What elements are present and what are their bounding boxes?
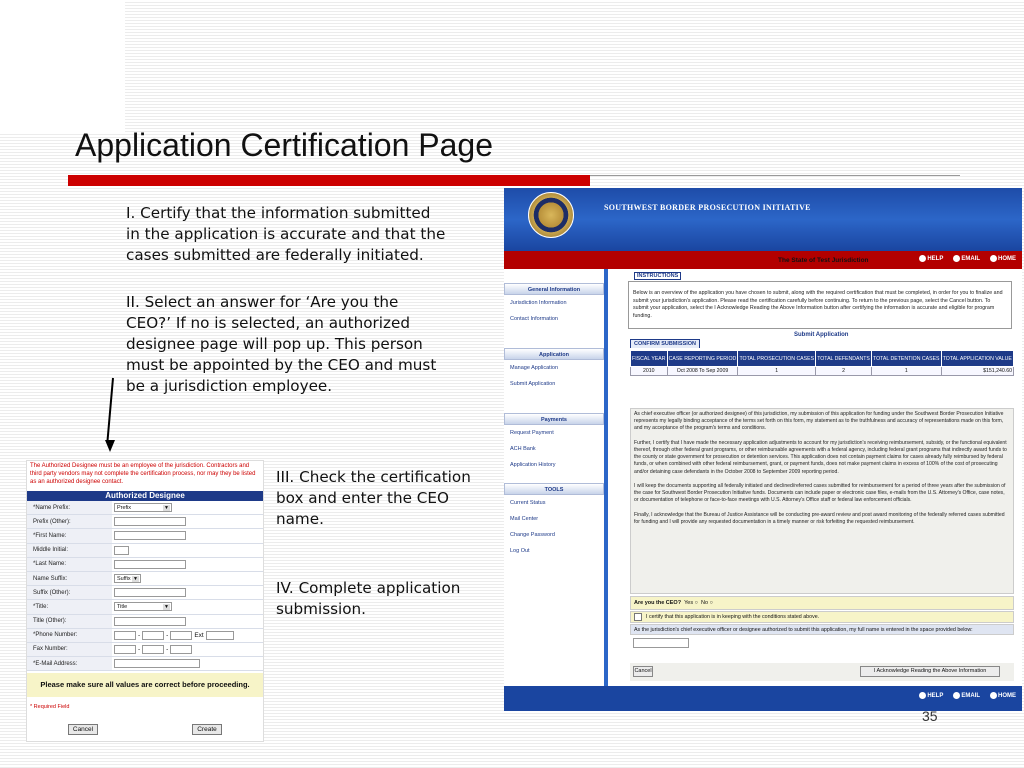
table-header-cell: FISCAL YEAR [631,351,668,367]
designee-select[interactable]: Title ▼ [114,602,172,611]
instructions-text: Below is an overview of the application you have chosen to submit, along with the required certification that must be completed, in order for you to finalize and submit your jurisdiction's application. Please read the certification carefully before continuing. To return to the previous page, select the Cancel button. To submit your application, select the I Acknowledge Reading the Above Information button after certifying the information is accurate and eligible for program funding. [633,290,1003,319]
sbpi-banner [504,188,1022,251]
designee-field-label: *Phone Number: [27,629,112,642]
designee-field-label: Fax Number: [27,643,112,656]
table-header-row [631,351,1014,367]
table-cell: 2 [816,367,872,376]
sidebar-item[interactable]: Log Out [510,548,530,554]
designee-note: The Authorized Designee must be an employee of the jurisdiction. Contractors and third party vendors may not complete the certification process, nor may they be listed as an authorized designee contact. [30,463,256,485]
sidebar-item[interactable]: ACH Bank [510,446,536,452]
designee-field-row [27,600,263,614]
page-number: 35 [922,708,938,724]
designee-field-row [27,558,263,572]
table-cell: 1 [871,367,941,376]
title-divider [590,175,960,176]
footer-nav-email[interactable]: EMAIL [953,692,980,699]
designee-field-label: Title (Other): [27,615,112,628]
sidebar-item[interactable]: Change Password [510,532,555,538]
designee-field-label: *Title: [27,600,112,613]
yes-radio[interactable]: ○ [694,600,698,606]
table-cell: $151,240.60 [941,367,1013,376]
sidebar-item[interactable]: Application History [510,462,556,468]
designee-cancel-button[interactable]: Cancel [68,724,98,735]
jurisdiction-name: The State of Test Jurisdiction [778,257,869,264]
designee-field-row [27,643,263,657]
submission-table [630,350,1014,376]
arrow-line [106,378,114,442]
designee-field-value [112,517,263,526]
designee-field-row [27,529,263,543]
nav-help[interactable]: HELP [919,255,943,262]
footer-nav-help[interactable]: HELP [919,692,943,699]
phone-prefix-input[interactable] [142,631,164,640]
designee-field-value [112,546,263,555]
phone-area-input[interactable] [114,645,136,654]
table-header-cell: TOTAL APPLICATION VALUE [941,351,1013,367]
yes-label: Yes [684,600,694,606]
arrow-head-icon [105,440,115,452]
table-header-cell: TOTAL DEFENDANTS [816,351,872,367]
designee-popup [26,460,264,742]
designee-input[interactable] [114,588,186,597]
table-header-cell: TOTAL DETENTION CASES [871,351,941,367]
table-row [631,367,1014,376]
phone-ext-input[interactable] [206,631,234,640]
designee-field-label: Suffix (Other): [27,586,112,599]
designee-field-value [112,588,263,597]
sbpi-footer [504,686,1022,711]
designee-input[interactable] [114,531,186,540]
designee-field-label: *First Name: [27,529,112,542]
doj-seal-icon [528,192,574,238]
designee-header: Authorized Designee [27,491,263,501]
ceo-question: Are you the CEO? [634,600,682,606]
no-radio[interactable]: ○ [709,600,713,606]
sidebar-group [504,283,604,327]
designee-field-row [27,586,263,600]
designee-field-row [27,501,263,515]
sidebar-item[interactable]: Current Status [510,500,546,506]
designee-field-label: *Name Prefix: [27,501,112,514]
bottom-nav [919,692,1016,699]
designee-field-value [112,560,263,569]
phone-line-input[interactable] [170,645,192,654]
sidebar-group-header: General Information [504,283,604,295]
instructions-box [628,281,1012,329]
bullet-3: III. Check the certification box and enter the CEO name. [276,468,471,528]
sidebar-group [504,348,604,392]
slide-title: Application Certification Page [75,127,494,163]
designee-field-value [112,503,263,512]
designee-select[interactable]: Prefix ▼ [114,503,172,512]
ceo-name-input[interactable] [633,638,689,648]
designee-field-label: Name Suffix: [27,572,112,585]
acknowledge-button[interactable]: I Acknowledge Reading the Above Information [860,666,1000,677]
designee-input[interactable] [114,659,200,668]
no-label: No [701,600,709,606]
required-note: * Required Field [30,704,70,711]
designee-field-label: *E-Mail Address: [27,657,112,670]
bullet-4: IV. Complete application submission. [276,579,461,618]
designee-field-value: - - [112,645,263,654]
submit-heading: Submit Application [794,332,849,338]
designee-field-row [27,572,263,586]
sbpi-title: SOUTHWEST BORDER PROSECUTION INITIATIVE [604,203,811,212]
top-nav [919,255,1016,262]
designee-field-row [27,615,263,629]
designee-field-label: Middle Initial: [27,544,112,557]
certification-text: As chief executive officer (or authorized designee) of this jurisdiction, my submission of this application for funding under the Southwest Border Prosecution Initiative represents my legally binding acceptance of the terms set forth on this form, my statement as to the truthfulness and accuracy of representations made on this form, and my acceptance of the program's terms and conditions. Further, I certify that I have made the necessary application adjustments to account for my jurisdiction's receiving reimbursement, subsidy, or the functional equivalent thereof, through other federal grant programs, or other reimbursable agreements with a federal agency, including federal grant programs that indirectly award funds to the county or state government for prosecution or detention services. This application does not contain payment claims for cases already fully reimbursed by federal funds, or when combined with other federal reimbursement, grant, or payment funds, does not make payment claims in excess of 100% of the cost of prosecuting and/or detaining case defendants in the October 2008 to September 2009 reporting period. I will keep the documents supporting all federally initiated and declined/referred cases submitted for reimbursement for a period of three years after the submission of the case for Southwest Border Prosecution Initiative funds. Documents can include paper or electronic case files, e-mails from the U.S. Attorney's Office, case notes, or documentation of telephone or face-to-face meetings with U.S. Attorney's Office staff or federal law enforcement officials. Finally, I acknowledge that the Bureau of Justice Assistance will be conducting pre-award review and post award monitoring of the federally referred cases submitted for funding and I will provide any requested documentation in a timely manner or risk forfeiting the requested reimbursement. [630,408,1014,594]
cancel-button[interactable]: Cancel [633,666,653,677]
sidebar-item[interactable]: Contact Information [510,316,558,322]
sidebar-item[interactable]: Manage Application [510,365,559,371]
title-underline [68,175,590,186]
nav-email[interactable]: EMAIL [953,255,980,262]
designee-input[interactable] [114,546,129,555]
sidebar-group-header: Application [504,348,604,360]
designee-field-row [27,515,263,529]
designee-fields [27,501,263,671]
phone-line-input[interactable] [170,631,192,640]
phone-area-input[interactable] [114,631,136,640]
sidebar-item[interactable]: Request Payment [510,430,554,436]
designee-warning: Please make sure all values are correct before proceeding. [27,673,263,697]
ext-label: Ext [194,631,204,639]
sidebar-group [504,413,604,473]
designee-field-row [27,544,263,558]
table-header-cell: TOTAL PROSECUTION CASES [738,351,816,367]
designee-field-label: Prefix (Other): [27,515,112,528]
designee-field-label: *Last Name: [27,558,112,571]
designee-field-row [27,657,263,671]
sidebar-group-header: Payments [504,413,604,425]
table-cell: 1 [738,367,816,376]
bullet-1: I. Certify that the information submitted in the application is accurate and that the cases submitted are federally initiated. [126,204,446,264]
designee-field-value [112,574,263,583]
table-cell: Oct 2008 To Sep 2009 [667,367,738,376]
nav-home[interactable]: HOME [990,255,1016,262]
designee-input[interactable] [114,517,186,526]
designee-field-value [112,602,263,611]
instructions-header: INSTRUCTIONS [634,272,681,280]
background-blank [0,0,125,132]
sidebar-group-header: TOOLS [504,483,604,495]
designee-input[interactable] [114,560,186,569]
certify-checkbox[interactable]: I certify that this application is in keeping with the conditions stated above. [630,611,1014,623]
tab-confirm-submission[interactable]: CONFIRM SUBMISSION [630,339,700,348]
designee-field-value: - - Ext [112,631,263,640]
sidebar-item[interactable]: Submit Application [510,381,556,387]
designee-field-value [112,659,263,668]
sidebar-item[interactable]: Jurisdiction Information [510,300,567,306]
table-cell: 2010 [631,367,668,376]
designee-field-value [112,617,263,626]
sbpi-navbar [504,251,1022,269]
designee-select[interactable]: Suffix ▼ [114,574,141,583]
sbpi-screenshot [504,188,1022,711]
ceo-question-row [630,596,1014,610]
name-prompt: As the jurisdiction's chief executive officer or designee authorized to submit this application, my full name is entered in the space provided below: [630,624,1014,635]
designee-create-button[interactable]: Create [192,724,222,735]
phone-prefix-input[interactable] [142,645,164,654]
bullet-2: II. Select an answer for ‘Are you the CEO?’ If no is selected, an authorized designee page will pop up. This person must be appointed by the CEO and must be a jurisdiction employee. [126,293,437,395]
table-header-cell: CASE REPORTING PERIOD [667,351,738,367]
designee-field-value [112,531,263,540]
sidebar-group [504,483,604,559]
designee-input[interactable] [114,617,186,626]
footer-nav-home[interactable]: HOME [990,692,1016,699]
sbpi-sidebar [504,269,606,686]
designee-field-row [27,629,263,643]
sidebar-item[interactable]: Mail Center [510,516,539,522]
